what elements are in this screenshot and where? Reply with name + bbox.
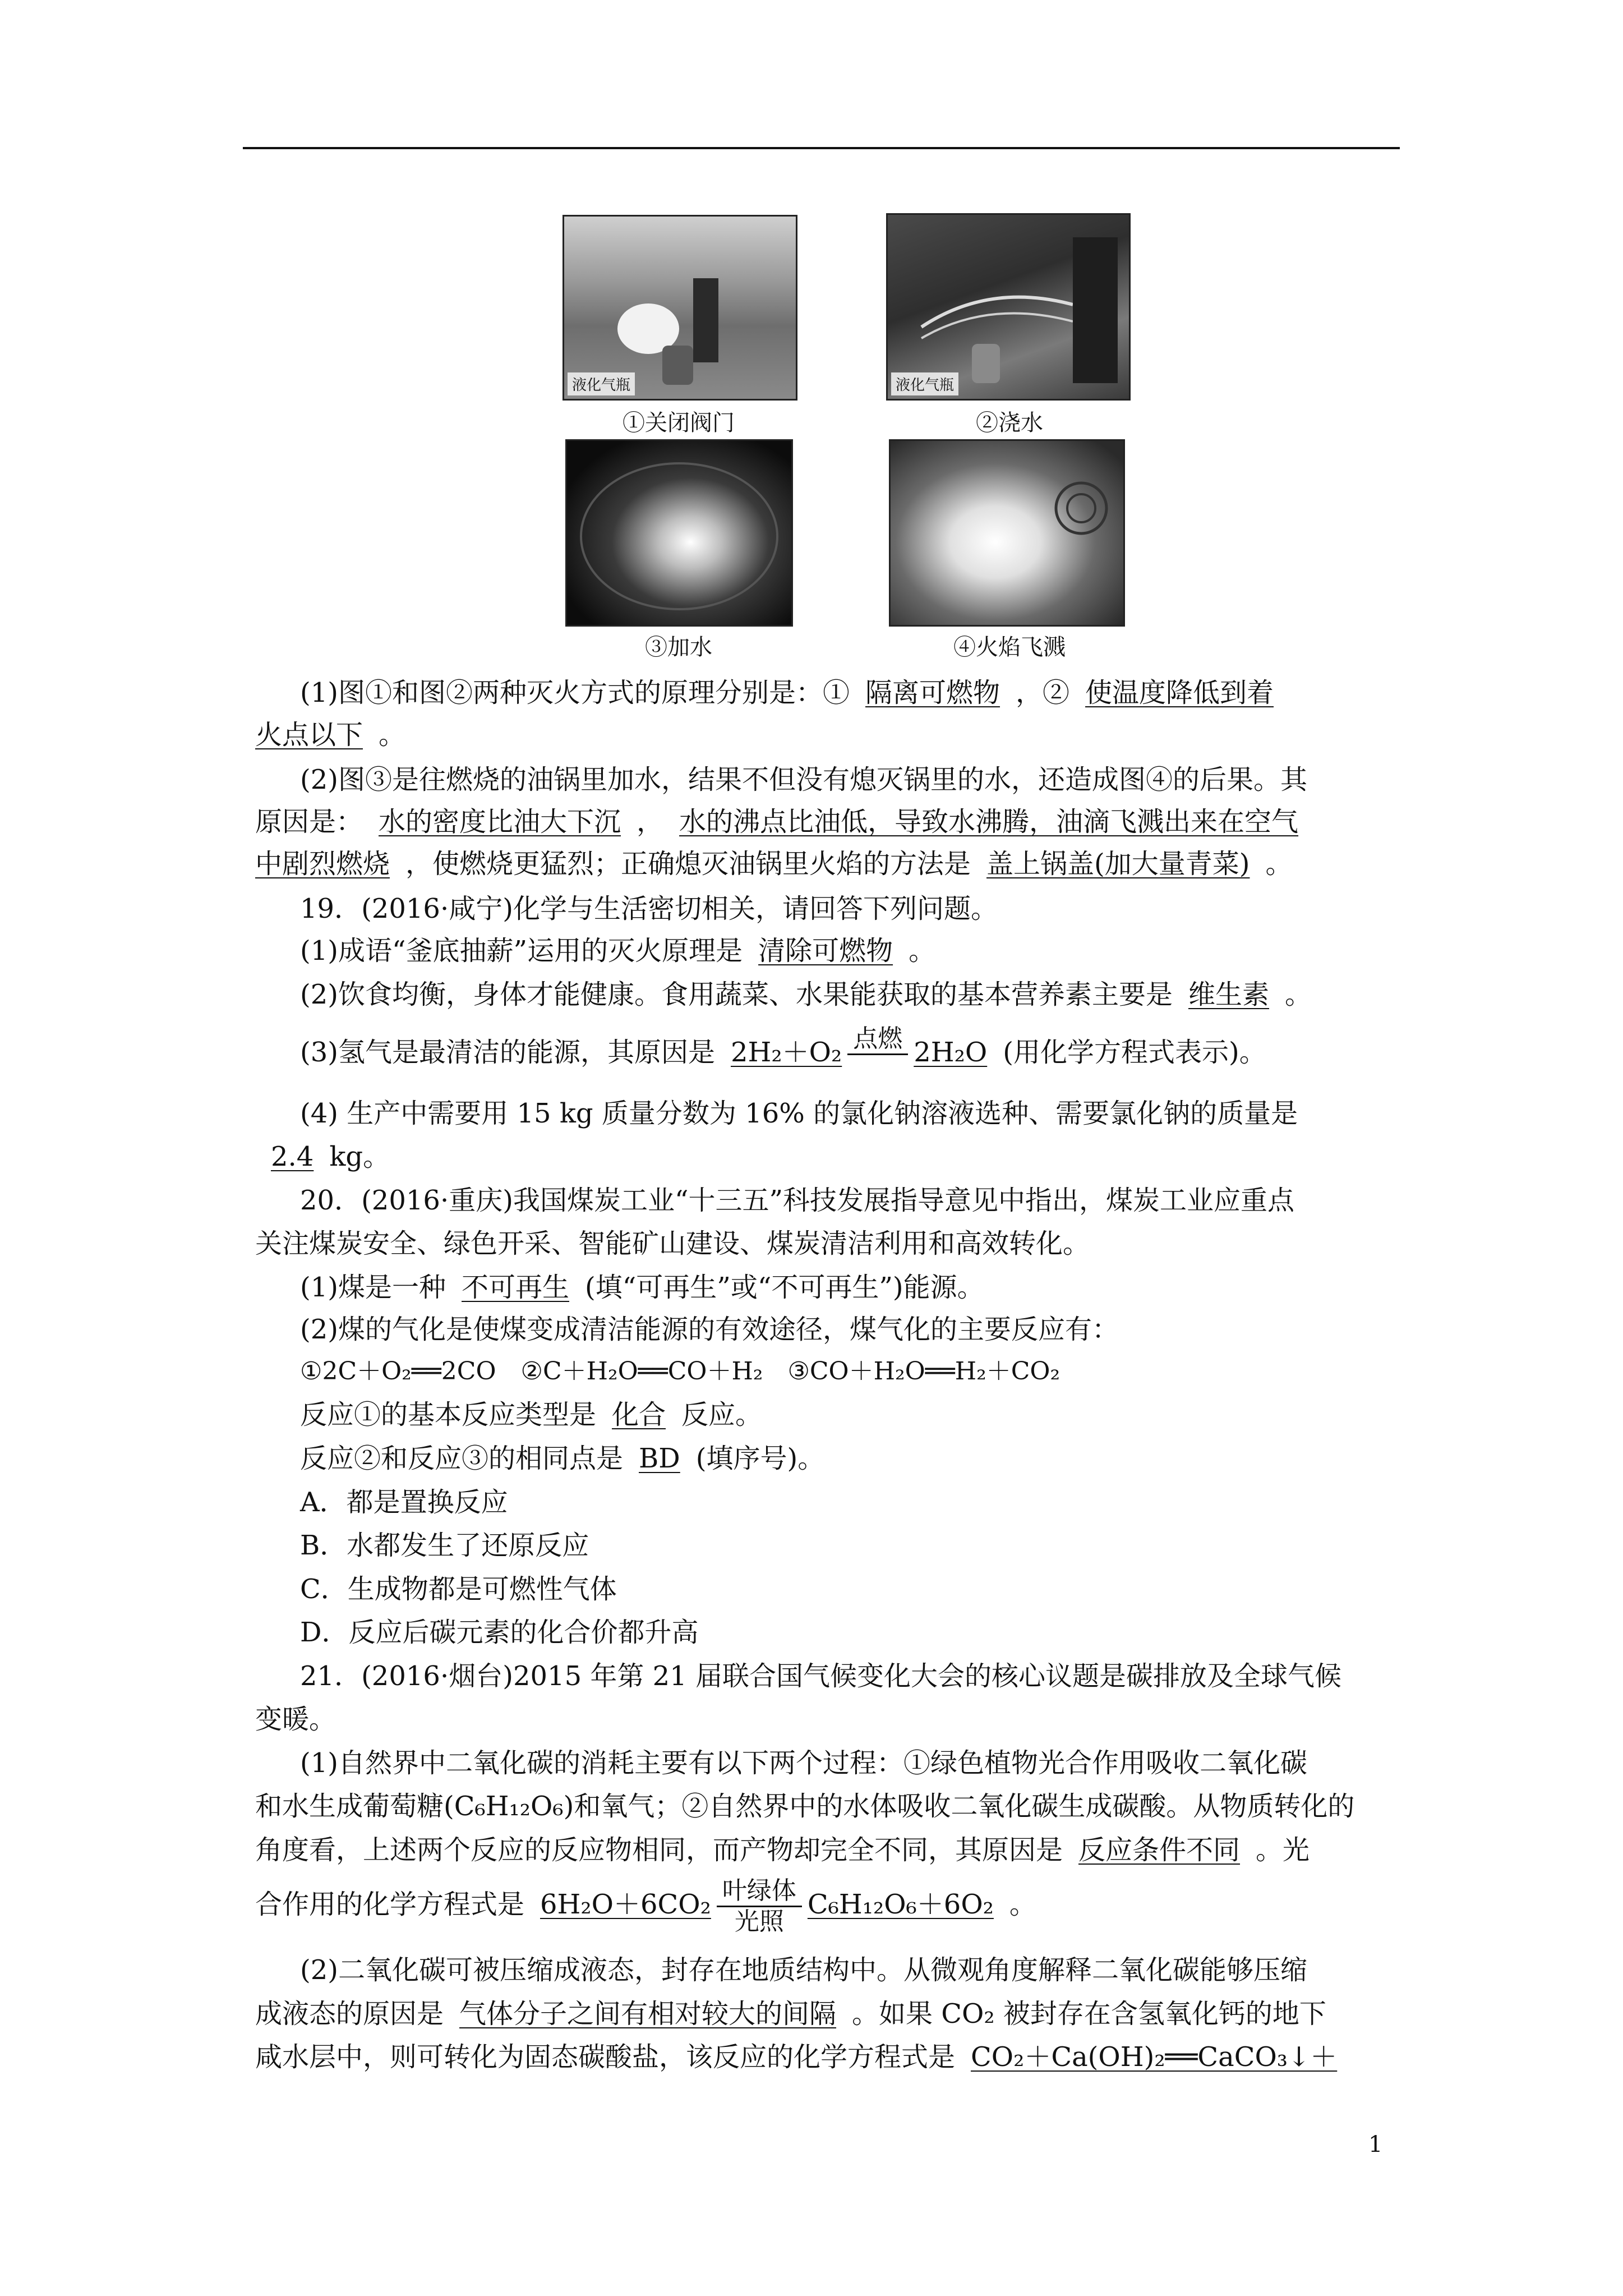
figure-2-caption: ②浇水 xyxy=(976,410,1043,436)
answer-blank: 盖上锅盖(加大量青菜) xyxy=(986,848,1250,880)
q20-head2: 关注煤炭安全、绿色开采、智能矿山建设、煤炭清洁利用和高效转化。 xyxy=(255,1228,1090,1259)
answer-blank: 2.4 xyxy=(271,1141,314,1172)
reaction-condition: 叶绿体 光照 xyxy=(717,1879,802,1934)
answer-blank: CO₂＋Ca(OH)₂══CaCO₃↓＋ xyxy=(971,2041,1338,2073)
q19-p4-line1: (4) 生产中需要用 15 kg 质量分数为 16% 的氯化钠溶液选种、需要氯化钠的质量是 xyxy=(300,1098,1298,1129)
answer-blank: 2H₂＋O₂ xyxy=(731,1037,842,1068)
q20-p2: (2)煤的气化是使煤变成清洁能源的有效途径，煤气化的主要反应有： xyxy=(300,1314,1119,1345)
page-number: 1 xyxy=(1368,2132,1383,2157)
answer-blank: 隔离可燃物 xyxy=(865,677,1000,708)
fire-extinguish-scene-icon xyxy=(564,217,796,399)
figure-4-caption: ④火焰飞溅 xyxy=(953,634,1066,660)
q18-p2-line1: (2)图③是往燃烧的油锅里加水，结果不但没有熄灭锅里的水，还造成图④的后果。其 xyxy=(300,764,1307,795)
wok-fire-icon xyxy=(567,441,791,625)
q19-head: 19．(2016·咸宁)化学与生活密切相关，请回答下列问题。 xyxy=(300,893,998,924)
answer-blank: 中剧烈燃烧 xyxy=(255,848,390,880)
figure-1-tag: 液化气瓶 xyxy=(568,372,635,395)
q20-option-d: D．反应后碳元素的化合价都升高 xyxy=(300,1617,699,1648)
answer-blank: 水的沸点比油低，导致水沸腾，油滴飞溅出来在空气 xyxy=(679,806,1299,838)
q18-p1-line1: (1)图①和图②两种灭火方式的原理分别是：① 隔离可燃物 ，② 使温度降低到着 xyxy=(300,677,1274,708)
q21-head1: 21．(2016·烟台)2015 年第 21 届联合国气候变化大会的核心议题是碳排放及全球气候 xyxy=(300,1660,1341,1692)
q21-p1-line2: 和水生成葡萄糖(C₆H₁₂O₆)和氧气；②自然界中的水体吸收二氧化碳生成碳酸。从物质转化的 xyxy=(255,1791,1355,1822)
figure-3-photo xyxy=(565,439,793,627)
figure-3-caption: ③加水 xyxy=(645,634,712,660)
answer-blank: 反应条件不同 xyxy=(1078,1834,1241,1866)
answer-blank: 火点以下 xyxy=(255,719,363,751)
q20-option-c: C．生成物都是可燃性气体 xyxy=(300,1573,617,1605)
q18-p2-line2: 原因是： 水的密度比油大下沉 ， 水的沸点比油低，导致水沸腾，油滴飞溅出来在空气 xyxy=(255,806,1299,838)
answer-blank: 2H₂O xyxy=(914,1037,988,1068)
q21-p1-line1: (1)自然界中二氧化碳的消耗主要有以下两个过程：①绿色植物光合作用吸收二氧化碳 xyxy=(300,1747,1307,1779)
answer-blank: BD xyxy=(639,1443,680,1474)
q21-p2-line1: (2)二氧化碳可被压缩成液态，封存在地质结构中。从微观角度解释二氧化碳能够压缩 xyxy=(300,1954,1307,1986)
answer-blank: 水的密度比油大下沉 xyxy=(379,806,621,838)
q21-p2-line3: 咸水层中，则可转化为固态碳酸盐，该反应的化学方程式是 CO₂＋Ca(OH)₂══CaCO₃↓＋ xyxy=(255,2041,1338,2073)
answer-blank: 维生素 xyxy=(1188,979,1270,1010)
q21-p2-line2: 成液态的原因是 气体分子之间有相对较大的间隔 。如果 CO₂ 被封存在含氢氧化钙的地下 xyxy=(255,1998,1326,2030)
water-spray-scene-icon xyxy=(888,215,1129,399)
q19-p2: (2)饮食均衡，身体才能健康。食用蔬菜、水果能获取的基本营养素主要是 维生素 。 xyxy=(300,979,1312,1010)
q20-head1: 20．(2016·重庆)我国煤炭工业“十三五”科技发展指导意见中指出，煤炭工业应重点 xyxy=(300,1185,1295,1216)
figure-1-caption: ①关闭阀门 xyxy=(623,410,735,436)
answer-blank: 化合 xyxy=(612,1399,666,1430)
q19-p1: (1)成语“釜底抽薪”运用的灭火原理是 清除可燃物 。 xyxy=(300,935,936,967)
answer-blank: 使温度降低到着 xyxy=(1085,677,1274,708)
q21-head2: 变暖。 xyxy=(255,1704,336,1735)
figure-4-photo xyxy=(889,439,1125,627)
q19-p3: (3)氢气是最清洁的能源，其原因是 2H₂＋O₂ 点燃 2H₂O (用化学方程式表示)。 xyxy=(300,1027,1266,1082)
q19-p4-line2: 2.4 kg。 xyxy=(255,1140,390,1174)
q20-reactions: ①2C＋O₂══2CO ②C＋H₂O══CO＋H₂ ③CO＋H₂O══H₂＋CO₂ xyxy=(300,1357,1061,1386)
flame-splash-icon xyxy=(891,441,1123,625)
answer-blank: 不可再生 xyxy=(462,1272,570,1303)
answer-blank: 6H₂O＋6CO₂ xyxy=(540,1889,711,1920)
q21-p1-line4: 合作用的化学方程式是 6H₂O＋6CO₂ 叶绿体 光照 C₆H₁₂O₆＋6O₂ 。 xyxy=(255,1876,1036,1936)
answer-blank: C₆H₁₂O₆＋6O₂ xyxy=(807,1889,994,1920)
figure-2-tag: 液化气瓶 xyxy=(891,372,958,395)
reaction-condition: 点燃 xyxy=(847,1027,908,1082)
q20-option-b: B．水都发生了还原反应 xyxy=(300,1530,589,1561)
answer-blank: 清除可燃物 xyxy=(758,935,893,967)
q20-option-a: A．都是置换反应 xyxy=(300,1487,508,1518)
q20-r1: 反应①的基本反应类型是 化合 反应。 xyxy=(300,1399,763,1430)
q18-p1-line2: 火点以下 。 xyxy=(255,719,406,751)
q21-p1-line3: 角度看，上述两个反应的反应物相同，而产物却完全不同，其原因是 反应条件不同 。光 xyxy=(255,1834,1310,1866)
q20-p1: (1)煤是一种 不可再生 (填“可再生”或“不可再生”)能源。 xyxy=(300,1272,984,1303)
header-rule xyxy=(243,147,1400,149)
answer-blank: 气体分子之间有相对较大的间隔 xyxy=(459,1998,837,2030)
q18-p2-line3: 中剧烈燃烧 ，使燃烧更猛烈；正确熄灭油锅里火焰的方法是 盖上锅盖(加大量青菜) 。 xyxy=(255,848,1293,880)
figure-1-photo xyxy=(562,215,797,401)
q20-r2: 反应②和反应③的相同点是 BD (填序号)。 xyxy=(300,1443,825,1474)
figure-2-photo xyxy=(886,213,1131,401)
